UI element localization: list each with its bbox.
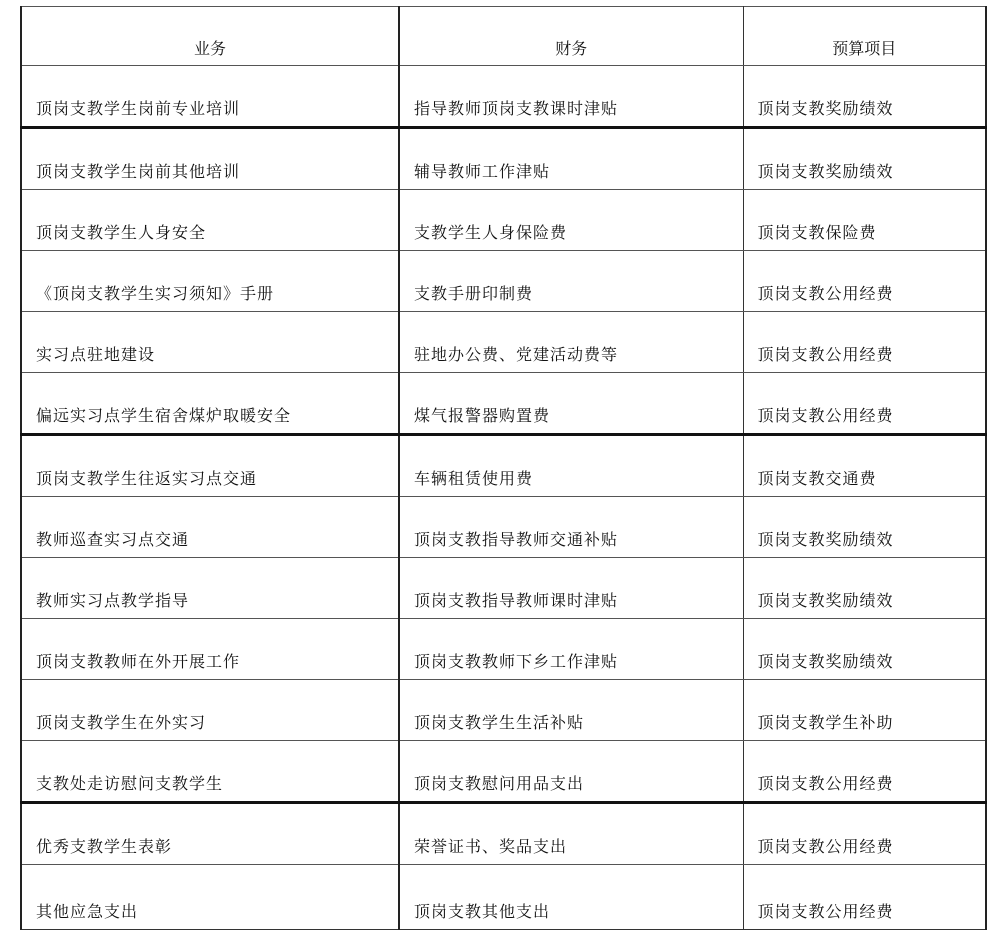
cell-finance: 车辆租赁使用费: [399, 435, 743, 497]
cell-finance: 顶岗支教其他支出: [399, 865, 743, 930]
cell-business: 顶岗支教学生往返实习点交通: [21, 435, 399, 497]
cell-budget-item: 顶岗支教保险费: [743, 190, 986, 251]
cell-budget-item: 顶岗支教公用经费: [743, 803, 986, 865]
cell-business: 教师巡查实习点交通: [21, 497, 399, 558]
table-header: [21, 7, 986, 66]
table-row: [21, 128, 986, 190]
cell-budget-item: 顶岗支教公用经费: [743, 865, 986, 930]
table-row: [21, 803, 986, 865]
table-row: [21, 66, 986, 128]
cell-finance: 顶岗支教指导教师课时津贴: [399, 558, 743, 619]
cell-budget-item: 顶岗支教公用经费: [743, 741, 986, 803]
cell-budget-item: 顶岗支教奖励绩效: [743, 128, 986, 190]
table-row: [21, 558, 986, 619]
cell-business: 实习点驻地建设: [21, 312, 399, 373]
budget-mapping-table: [20, 6, 987, 930]
cell-business: 顶岗支教学生人身安全: [21, 190, 399, 251]
table-body: [21, 66, 986, 930]
cell-business: 《顶岗支教学生实习须知》手册: [21, 251, 399, 312]
cell-business: 优秀支教学生表彰: [21, 803, 399, 865]
table-row: [21, 865, 986, 930]
table-row: [21, 312, 986, 373]
cell-finance: 顶岗支教教师下乡工作津贴: [399, 619, 743, 680]
cell-budget-item: 顶岗支教公用经费: [743, 373, 986, 435]
table-row: [21, 435, 986, 497]
cell-budget-item: 顶岗支教公用经费: [743, 251, 986, 312]
cell-business: 顶岗支教学生岗前专业培训: [21, 66, 399, 128]
cell-business: 偏远实习点学生宿舍煤炉取暖安全: [21, 373, 399, 435]
table-row: [21, 190, 986, 251]
cell-finance: 顶岗支教学生生活补贴: [399, 680, 743, 741]
header-budget-item: 预算项目: [743, 7, 986, 66]
cell-business: 支教处走访慰问支教学生: [21, 741, 399, 803]
cell-budget-item: 顶岗支教交通费: [743, 435, 986, 497]
table-row: [21, 373, 986, 435]
cell-finance: 辅导教师工作津贴: [399, 128, 743, 190]
table-row: [21, 497, 986, 558]
cell-finance: 顶岗支教指导教师交通补贴: [399, 497, 743, 558]
cell-budget-item: 顶岗支教公用经费: [743, 312, 986, 373]
table-row: [21, 680, 986, 741]
cell-budget-item: 顶岗支教奖励绩效: [743, 66, 986, 128]
cell-business: 顶岗支教教师在外开展工作: [21, 619, 399, 680]
cell-budget-item: 顶岗支教奖励绩效: [743, 619, 986, 680]
cell-finance: 支教手册印制费: [399, 251, 743, 312]
table-row: [21, 619, 986, 680]
table-row: [21, 251, 986, 312]
cell-finance: 顶岗支教慰问用品支出: [399, 741, 743, 803]
header-row: [21, 7, 986, 66]
cell-finance: 煤气报警器购置费: [399, 373, 743, 435]
cell-finance: 支教学生人身保险费: [399, 190, 743, 251]
cell-budget-item: 顶岗支教学生补助: [743, 680, 986, 741]
cell-business: 教师实习点教学指导: [21, 558, 399, 619]
cell-budget-item: 顶岗支教奖励绩效: [743, 497, 986, 558]
cell-business: 顶岗支教学生岗前其他培训: [21, 128, 399, 190]
cell-business: 其他应急支出: [21, 865, 399, 930]
table-row: [21, 741, 986, 803]
cell-budget-item: 顶岗支教奖励绩效: [743, 558, 986, 619]
cell-finance: 指导教师顶岗支教课时津贴: [399, 66, 743, 128]
cell-finance: 驻地办公费、党建活动费等: [399, 312, 743, 373]
header-business: 业务: [21, 7, 399, 66]
header-finance: 财务: [399, 7, 743, 66]
cell-business: 顶岗支教学生在外实习: [21, 680, 399, 741]
cell-finance: 荣誉证书、奖品支出: [399, 803, 743, 865]
